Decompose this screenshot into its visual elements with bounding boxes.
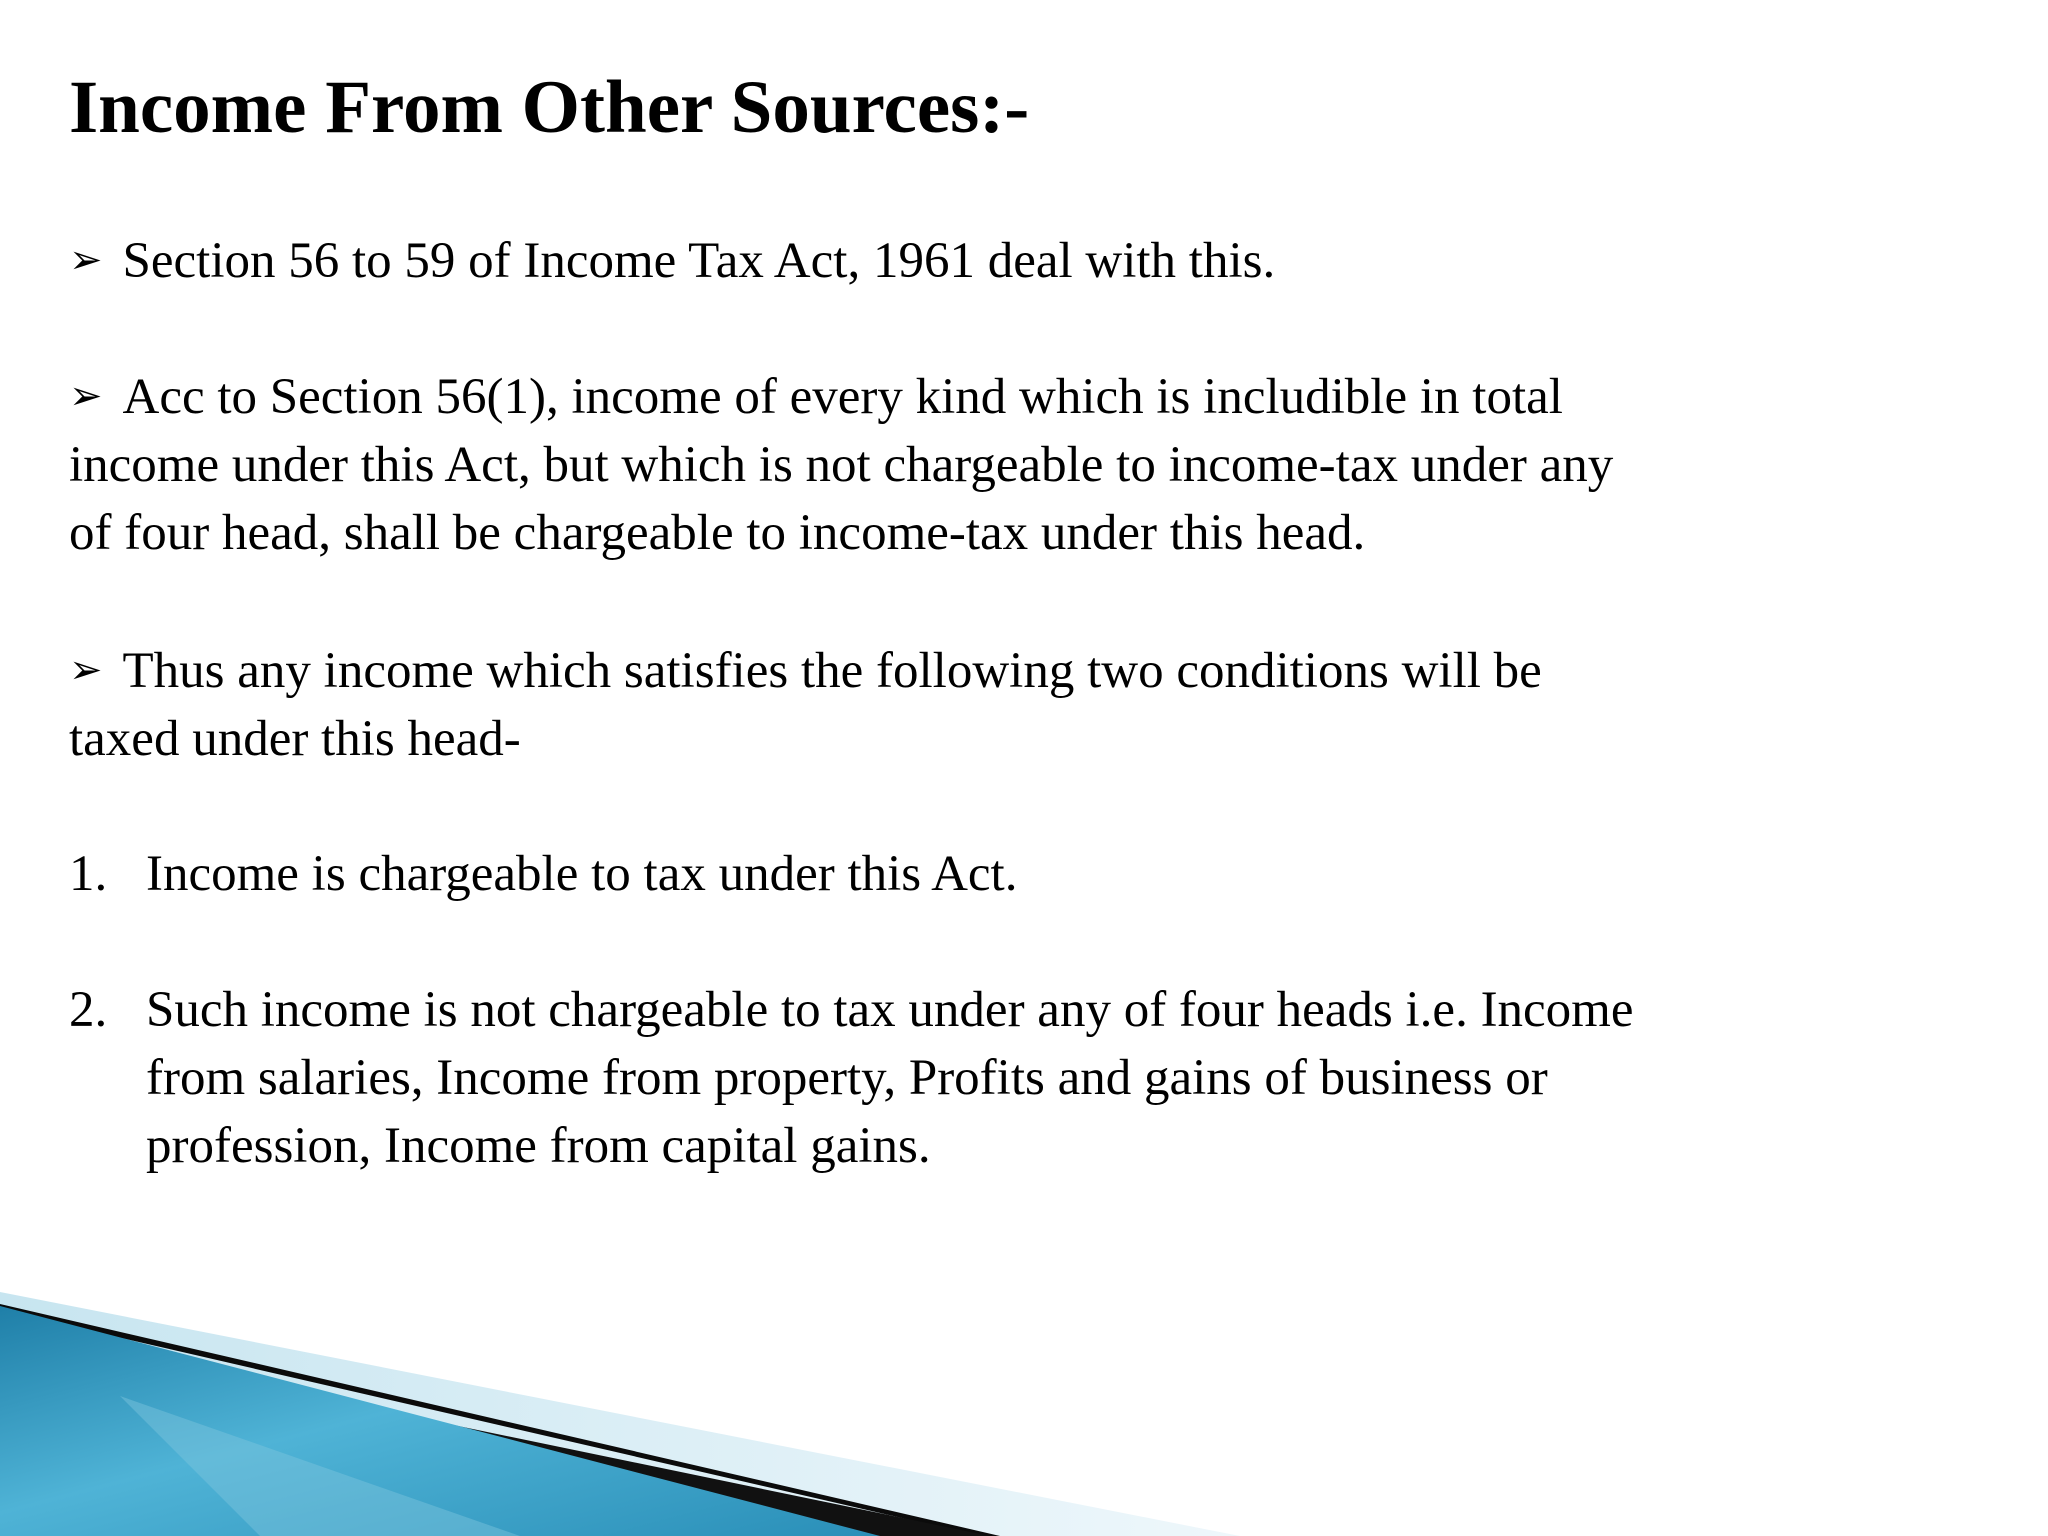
condition-2-line-1: Such income is not chargeable to tax under any of four heads i.e. Income xyxy=(146,982,1634,1038)
bullet-3-line-2: taxed under this head- xyxy=(69,711,521,767)
bullet-item-1 xyxy=(69,226,1275,295)
bullet-2-line-3: of four head, shall be chargeable to income-tax under this head. xyxy=(69,505,1366,561)
condition-item-2 xyxy=(69,976,1969,1180)
decorative-swoosh xyxy=(0,1276,2048,1536)
condition-item-1 xyxy=(69,840,1969,908)
condition-2-number: 2. xyxy=(69,982,108,1038)
arrow-bullet-icon: ➢ xyxy=(69,237,103,283)
bullet-1-line-1: Section 56 to 59 of Income Tax Act, 1961 deal with this. xyxy=(122,233,1276,289)
bullet-2-line-1: Acc to Section 56(1), income of every kind which is includible in total xyxy=(122,369,1563,425)
condition-2-text xyxy=(146,976,1634,1180)
condition-1-number: 1. xyxy=(69,846,108,902)
bullet-item-2 xyxy=(69,362,1613,567)
bullet-3-line-1: Thus any income which satisfies the following two conditions will be xyxy=(122,643,1542,699)
condition-1-line-1: Income is chargeable to tax under this Act. xyxy=(146,846,1018,902)
bullet-2-line-2: income under this Act, but which is not chargeable to income-tax under any xyxy=(69,437,1614,493)
slide-title: Income From Other Sources:- xyxy=(69,66,1030,149)
bullet-item-3 xyxy=(69,636,1542,773)
swoosh-blue-shape xyxy=(0,1306,880,1536)
arrow-bullet-icon: ➢ xyxy=(69,373,103,419)
condition-2-line-2: from salaries, Income from property, Profits and gains of business or xyxy=(146,1050,1548,1106)
arrow-bullet-icon: ➢ xyxy=(69,647,103,693)
condition-2-line-3: profession, Income from capital gains. xyxy=(146,1118,931,1174)
